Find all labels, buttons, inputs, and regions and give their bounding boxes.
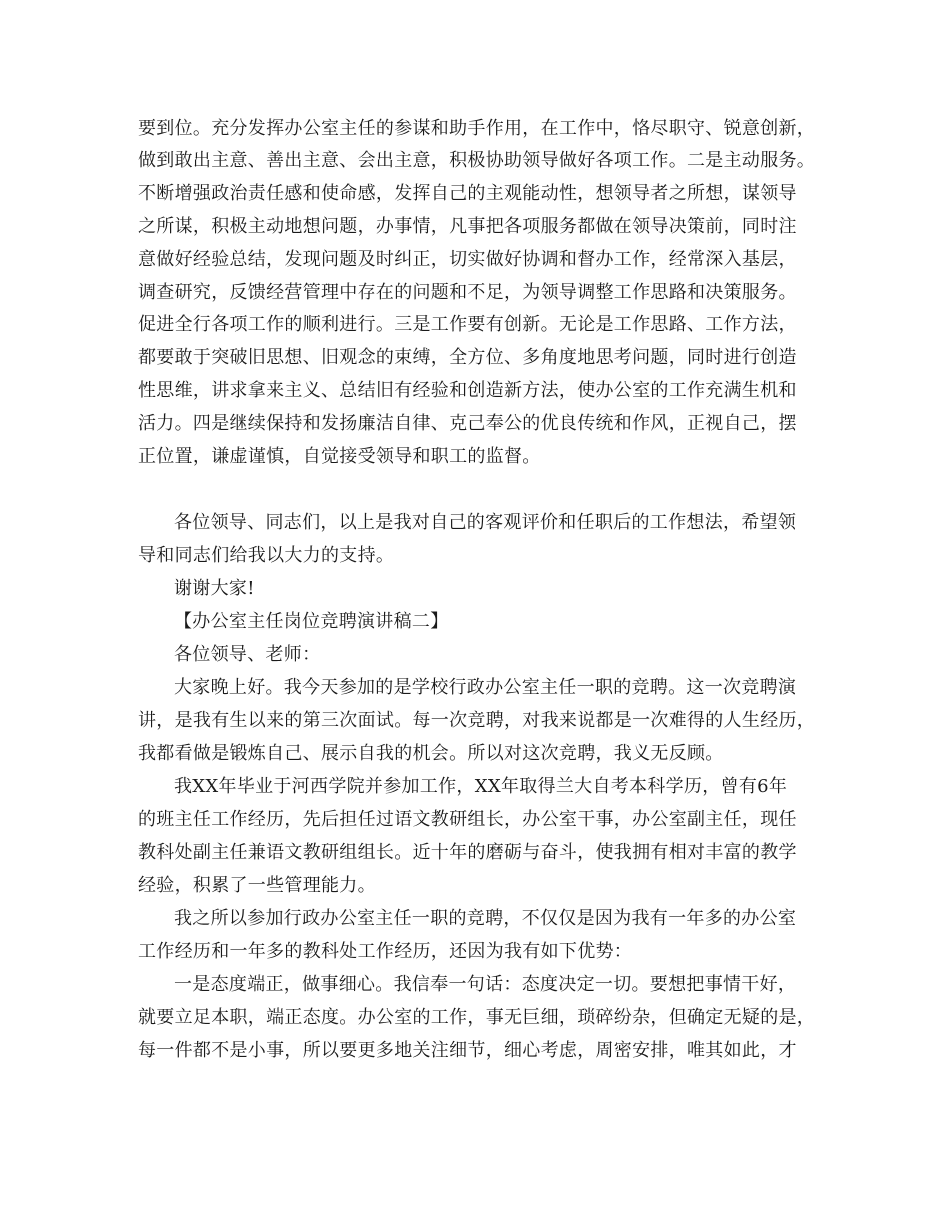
text-line: 讲，是我有生以来的第三次面试。每一次竞聘，对我来说都是一次难得的人生经历，: [138, 710, 816, 731]
salutation: 各位领导、老师：: [174, 644, 321, 665]
text-line: 意做好经验总结，发现问题及时纠正，切实做好协调和督办工作，经常深入基层，: [138, 249, 797, 270]
paragraph-first-line: 大家晚上好。我今天参加的是学校行政办公室主任一职的竞聘。这一次竞聘演: [174, 677, 797, 698]
closing-line: 谢谢大家!: [174, 578, 255, 599]
text-line: 活力。四是继续保持和发扬廉洁自律、克己奉公的优良传统和作风，正视自己，摆: [138, 413, 797, 434]
section-heading: 【办公室主任岗位竞聘演讲稿二】: [174, 611, 449, 632]
text-line: 正位置，谦虚谨慎，自觉接受领导和职工的监督。: [138, 446, 541, 467]
text-line: 就要立足本职，端正态度。办公室的工作，事无巨细，琐碎纷杂，但确定无疑的是，: [138, 1007, 816, 1028]
text-line: 经验，积累了一些管理能力。: [138, 875, 376, 896]
paragraph-first-line: 一是态度端正，做事细心。我信奉一句话：态度决定一切。要想把事情干好，: [174, 974, 797, 995]
text-line: 要到位。充分发挥办公室主任的参谋和助手作用，在工作中，恪尽职守、锐意创新，: [138, 118, 816, 139]
paragraph-first-line: 各位领导、同志们，以上是我对自己的客观评价和任职后的工作想法，希望领: [174, 512, 797, 533]
text-line: 导和同志们给我以大力的支持。: [138, 545, 395, 566]
text-line: 不断增强政治责任感和使命感，发挥自己的主观能动性，想领导者之所想，谋领导: [138, 183, 797, 204]
text-line: 工作经历和一年多的教科处工作经历，还因为我有如下优势：: [138, 941, 633, 962]
text-line: 调查研究，反馈经营管理中存在的问题和不足，为领导调整工作思路和决策服务。: [138, 282, 797, 303]
text-line: 我都看做是锻炼自己、展示自我的机会。所以对这次竞聘，我义无反顾。: [138, 743, 724, 764]
text-line: 促进全行各项工作的顺利进行。三是工作要有创新。无论是工作思路、工作方法，: [138, 314, 797, 335]
text-line: 做到敢出主意、善出主意、会出主意，积极协助领导做好各项工作。二是主动服务。: [138, 150, 816, 171]
paragraph-first-line: 我之所以参加行政办公室主任一职的竞聘，不仅仅是因为我有一年多的办公室: [174, 908, 797, 929]
text-line: 性思维，讲求拿来主义、总结旧有经验和创造新方法，使办公室的工作充满生机和: [138, 380, 797, 401]
paragraph-first-line: 我XX年毕业于河西学院并参加工作，XX年取得兰大自考本科学历，曾有6年: [174, 776, 788, 797]
text-line: 都要敢于突破旧思想、旧观念的束缚，全方位、多角度地思考问题，同时进行创造: [138, 347, 797, 368]
text-line: 每一件都不是小事，所以要更多地关注细节，细心考虑，周密安排，唯其如此，才: [138, 1040, 797, 1061]
text-line: 之所谋，积极主动地想问题，办事情，凡事把各项服务都做在领导决策前，同时注: [138, 216, 797, 237]
text-line: 教科处副主任兼语文教研组组长。近十年的磨砺与奋斗，使我拥有相对丰富的教学: [138, 842, 797, 863]
text-line: 的班主任工作经历，先后担任过语文教研组长，办公室干事，办公室副主任，现任: [138, 809, 797, 830]
